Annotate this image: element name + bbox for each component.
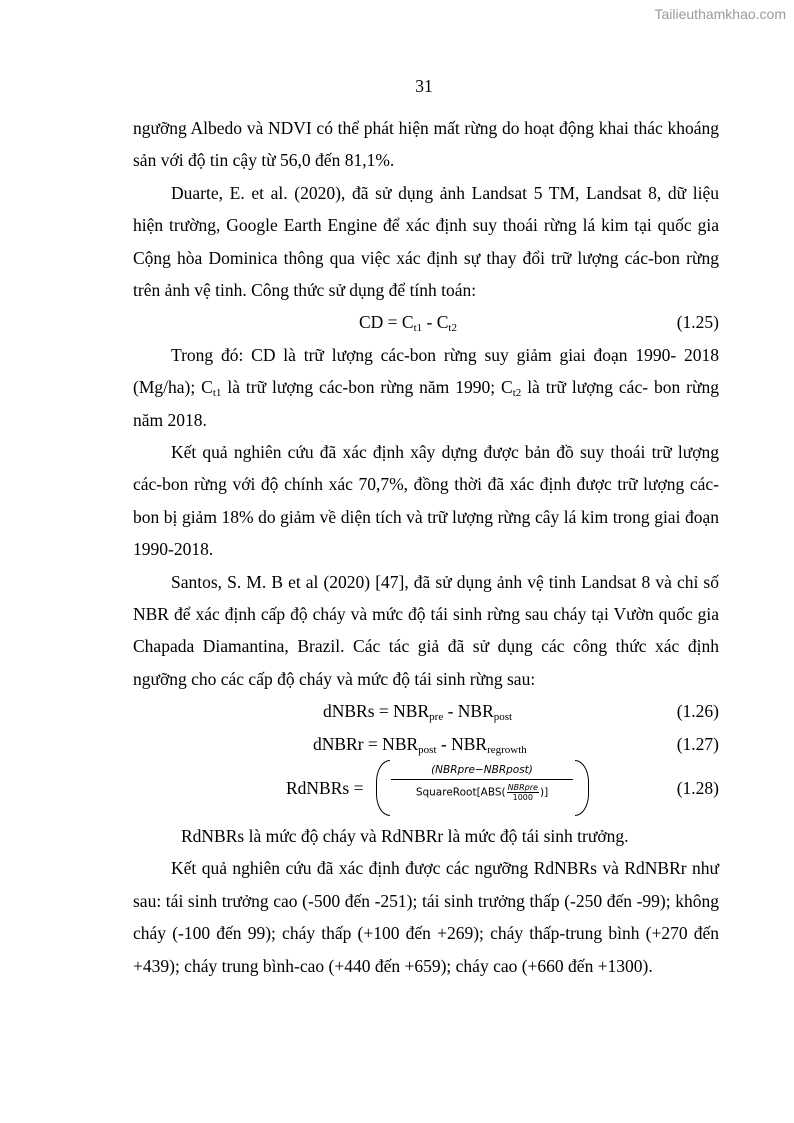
equation-expression [359,306,457,338]
equation-number: (1.27) [676,733,719,754]
paragraph-6: RdNBRs là mức độ cháy và RdNBRr là mức độ tái sinh trưởng. [181,826,629,847]
eq-lhs: dNBRs = NBR [323,701,430,722]
eq-lhs: CD = C [359,312,414,333]
fraction-numerator: (NBRpre−NBRpost) [431,764,533,777]
right-paren [575,760,589,816]
mini-numerator: NBRpre [507,783,538,793]
fraction-denominator [391,783,573,802]
paragraph-7: Kết quả nghiên cứu đã xác định được các ngưỡng RdNBRs và RdNBRr như sau: tái sinh trưởng cao (-500 đến -251); tái sinh trưởng thấp (-250 đến -99); không cháy (-100 đến 99); cháy thấp (+100 đến +269); cháy thấp-trung bình (+270 đến +439); cháy trung bình-cao (+440 đến +659); cháy cao (+660 đến +1300). [133,858,719,976]
page-number: 31 [415,76,433,96]
den-text: SquareRoot[ABS( [415,786,506,799]
equation-expression [323,695,512,727]
eq-sub: t1 [413,322,423,335]
mini-fraction [507,783,539,802]
paragraph-3 [133,339,719,436]
eq-mid: - C [422,312,449,333]
eq-mid: - NBR [443,701,494,722]
fraction [391,763,573,802]
paragraph-4: Kết quả nghiên cứu đã xác định xây dựng được bản đồ suy thoái trữ lượng các-bon rừng với độ chính xác 70,7%, đồng thời đã xác định được trữ lượng các-bon bị giảm 18% do giảm về diện tích và trữ lượng rừng cây lá kim trong giai đoạn 1990-2018. [133,442,719,560]
equation-number: (1.28) [676,778,719,799]
text-sub: t1 [212,387,222,400]
text-run: Trong đó: CD là trữ lượng các-bon rừng suy giảm giai đoạn 1990- 2018 (Mg/ha); C [133,344,719,398]
paragraph-2: Duarte, E. et al. (2020), đã sử dụng ảnh Landsat 5 TM, Landsat 8, dữ liệu hiện trường, Google Earth Engine để xác định suy thoái rừng lá kim tại quốc gia Cộng hòa Dominica thông qua việc xác định sự thay đổi trữ lượng các-bon rừng trên ảnh vệ tinh. Công thức sử dụng để tính toán: [133,182,719,301]
equation-number: (1.25) [676,312,719,333]
eq-sub: regrowth [487,743,527,756]
fraction-bar [391,779,573,780]
equation-number: (1.26) [676,701,719,722]
text-sub: t2 [512,387,522,400]
paragraph-1: ngưỡng Albedo và NDVI có thể phát hiện mất rừng do hoạt động khai thác khoáng sản với độ tin cậy từ 56,0 đến 81,1%. [133,118,719,171]
equation-1-25 [133,306,719,338]
eq-sub: pre [429,711,444,724]
equation-1-26 [133,695,719,727]
equation-1-27 [133,728,719,760]
paragraph-5: Santos, S. M. B et al (2020) [47], đã sử dụng ảnh vệ tinh Landsat 8 và chỉ số NBR để xác định cấp độ cháy và mức độ tái sinh rừng sau cháy tại Vườn quốc gia Chapada Diamantina, Brazil. Các tác giả đã sử dụng các công thức xác định ngưỡng cho các cấp độ cháy và mức độ tái sinh rừng sau: [133,571,719,689]
left-paren [376,760,390,816]
eq-lhs: dNBRr = NBR [313,733,419,754]
equation-1-28 [133,760,719,820]
eq-mid: - NBR [436,733,488,754]
equation-expression [313,728,527,760]
text-run: là trữ lượng các-bon rừng năm 1990; C [221,377,513,398]
eq-sub: post [493,711,513,724]
eq-sub: post [418,743,437,756]
eq-lhs: RdNBRs = [286,778,364,799]
eq-sub: t2 [448,322,457,335]
watermark: Tailieuthamkhao.com [654,6,786,22]
text-run: là trữ lượng các- bon rừng năm 2018. [133,377,719,430]
mini-denominator: 1000 [512,793,533,803]
document-body [133,112,719,982]
den-text: )] [539,786,549,799]
